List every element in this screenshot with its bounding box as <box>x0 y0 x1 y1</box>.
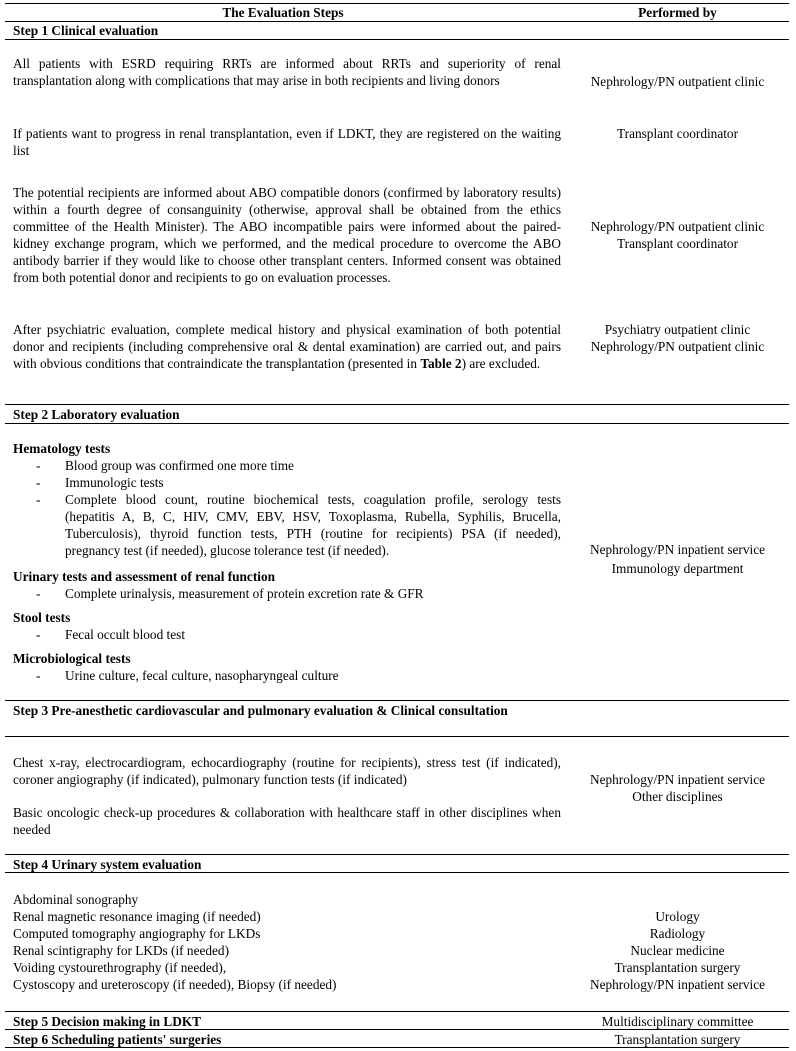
step4-title-rule <box>5 872 789 873</box>
step1-row3-text: The potential recipients are informed about ABO compatible donors (confirmed by laboratory results) within a fourth degree of consanguinity (otherwise, approval shall be obtained from the ethics committee of the Health Minister). The ABO incompatible pairs were informed about the paired-kidney exchange program, which we performed, and the medical procedure to overcome the ABO antibody barrier if they would like to choose other transplant centers. Informed consent was obtained from both potential donor and recipients to go on evaluation processes. <box>13 185 561 285</box>
step5-performed-by: Multidisciplinary committee <box>601 1014 754 1029</box>
performer: Nephrology/PN inpatient service <box>589 772 766 787</box>
step2-group-heading: Hematology tests <box>13 441 111 456</box>
dash-bullet-icon: - <box>36 458 41 473</box>
dash-bullet-icon: - <box>36 475 41 490</box>
step4-performed-by <box>566 908 789 993</box>
text-segment: ) are excluded. <box>461 356 541 371</box>
performer: Nephrology/PN inpatient service <box>589 542 766 557</box>
performer: Psychiatry outpatient clinic <box>604 322 751 337</box>
step2-group-heading: Stool tests <box>13 610 71 625</box>
step1-row2-performed-by <box>566 125 789 142</box>
step4-item: Voiding cystourethrography (if needed), <box>13 960 227 975</box>
step2-item: Immunologic tests <box>65 475 164 490</box>
step2-group-heading: Microbiological tests <box>13 651 131 666</box>
performer: Transplantation surgery <box>614 960 741 975</box>
dash-bullet-icon: - <box>36 668 41 683</box>
step3-title-rule <box>5 736 789 737</box>
step2-item: Complete urinalysis, measurement of protein excretion rate & GFR <box>65 586 424 601</box>
step3-title: Step 3 Pre-anesthetic cardiovascular and pulmonary evaluation & Clinical consultation <box>13 703 508 718</box>
step1-row3-performed-by <box>566 218 789 252</box>
step2-item: Fecal occult blood test <box>65 627 186 642</box>
performer: Nephrology/PN outpatient clinic <box>590 219 765 234</box>
step3-top-rule <box>5 700 789 701</box>
performer: Nephrology/PN inpatient service <box>589 977 766 992</box>
step3-row-text: Basic oncologic check-up procedures & collaboration with healthcare staff in other disciplines when needed <box>13 805 561 837</box>
step3-row-text: Chest x-ray, electrocardiogram, echocardiography (routine for recipients), stress test (if indicated), coroner angiography (if indicated), pulmonary function tests (if indicated) <box>13 755 561 787</box>
step1-row2-text: If patients want to progress in renal transplantation, even if LDKT, they are registered on the waiting list <box>13 126 561 158</box>
dash-bullet-icon: - <box>36 586 41 601</box>
step4-title: Step 4 Urinary system evaluation <box>13 857 202 872</box>
performer: Transplant coordinator <box>616 126 738 141</box>
step1-row4-text <box>13 321 561 372</box>
performer: Nuclear medicine <box>630 943 725 958</box>
step1-row4-performed-by <box>566 321 789 355</box>
step2-title: Step 2 Laboratory evaluation <box>13 407 180 422</box>
performer: Nephrology/PN outpatient clinic <box>590 339 765 354</box>
performer: Immunology department <box>611 561 744 576</box>
step2-item: Blood group was confirmed one more time <box>65 458 294 473</box>
text-segment: After psychiatric evaluation, complete medical history and physical examination of both potential donor and recipients (including comprehensive oral & dental examination) are carried out, and pairs with obvious conditions that contraindicate the transplantation (presented in <box>13 322 561 371</box>
step2-item: Complete blood count, routine biochemical tests, coagulation profile, serology tests (hepatitis A, B, C, HIV, CMV, EBV, HSV, Toxoplasma, Rubella, Syphilis, Brucella, Tuberculosis), thyroid function tests, PTH (routine for recipients) PSA (if needed), pregnancy test (if needed), glucose tolerance test (if needed). <box>65 492 561 558</box>
performer: Urology <box>655 909 700 924</box>
dash-bullet-icon: - <box>36 627 41 642</box>
step4-item: Abdominal sonography <box>13 892 139 907</box>
step3-performed-by <box>566 771 789 805</box>
step5-top-rule <box>5 1011 789 1012</box>
table-bottom-rule <box>5 1047 789 1048</box>
step4-item: Computed tomography angiography for LKDs <box>13 926 261 941</box>
step1-title-rule <box>5 39 789 40</box>
performer: Transplant coordinator <box>616 236 738 251</box>
step4-top-rule <box>5 854 789 855</box>
step6-performed-by: Transplantation surgery <box>614 1032 741 1047</box>
step2-performed-by <box>566 541 789 577</box>
performer: Radiology <box>649 926 706 941</box>
step4-item: Renal scintigraphy for LKDs (if needed) <box>13 943 230 958</box>
step5-title: Step 5 Decision making in LDKT <box>13 1014 202 1029</box>
step4-items <box>13 891 561 993</box>
step2-group-heading: Urinary tests and assessment of renal function <box>13 569 275 584</box>
step2-item: Urine culture, fecal culture, nasopharyngeal culture <box>65 668 339 683</box>
step4-item: Renal magnetic resonance imaging (if needed) <box>13 909 261 924</box>
performer: Other disciplines <box>632 789 723 804</box>
dash-bullet-icon: - <box>36 492 41 507</box>
step4-item: Cystoscopy and ureteroscopy (if needed), Biopsy (if needed) <box>13 977 337 992</box>
table-reference: Table 2 <box>420 356 462 371</box>
step1-row1-text: All patients with ESRD requiring RRTs are informed about RRTs and superiority of renal transplantation along with complications that may arise in both recipients and living donors <box>13 56 561 88</box>
performer: Nephrology/PN outpatient clinic <box>590 74 765 89</box>
column-header-performed-by: Performed by <box>638 5 717 20</box>
step6-top-rule <box>5 1029 789 1030</box>
step1-row1-performed-by <box>566 73 789 90</box>
step6-title: Step 6 Scheduling patients' surgeries <box>13 1032 222 1047</box>
step1-title: Step 1 Clinical evaluation <box>13 23 159 38</box>
step2-title-rule <box>5 423 789 424</box>
column-header-steps: The Evaluation Steps <box>222 5 344 20</box>
step2-top-rule <box>5 404 789 405</box>
